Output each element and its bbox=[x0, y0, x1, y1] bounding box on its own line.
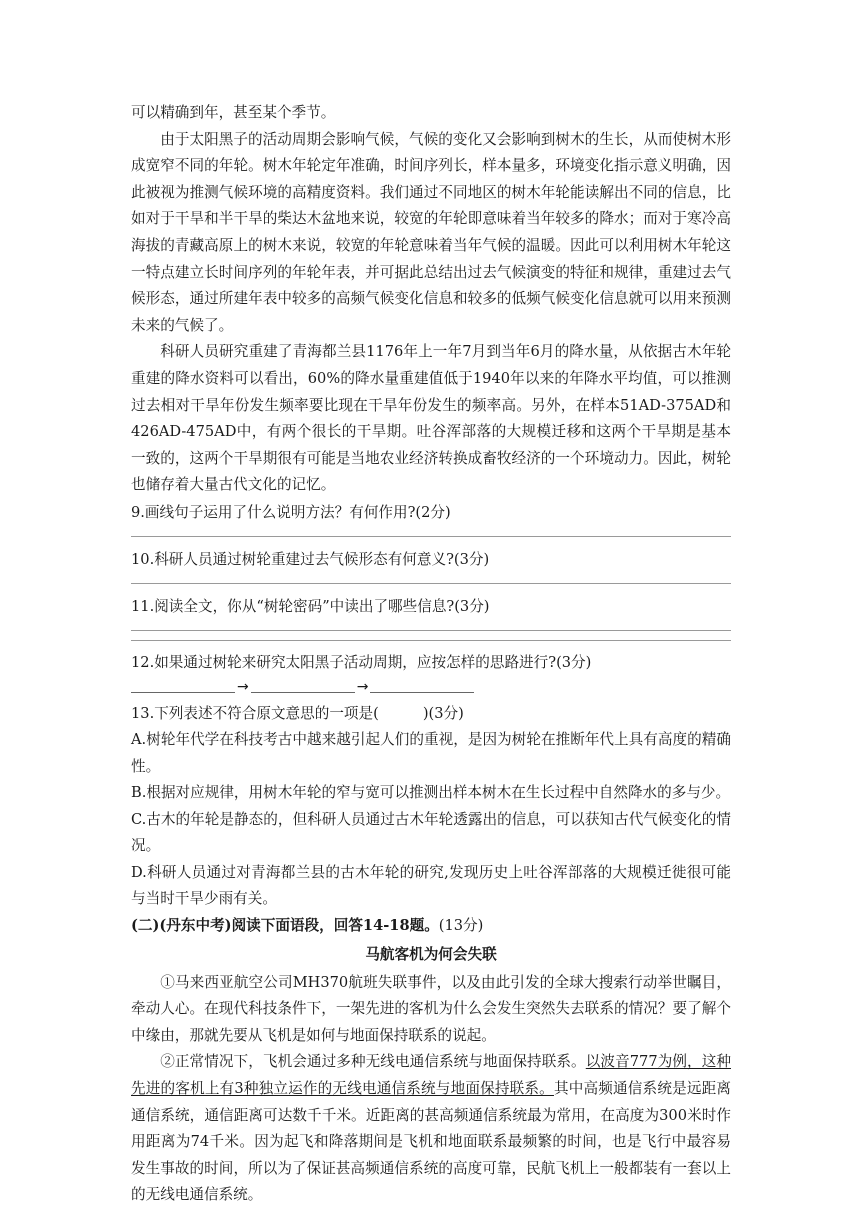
answer-line-9[interactable] bbox=[131, 536, 731, 537]
arrow-right-icon: → bbox=[237, 678, 249, 695]
arrow-right-icon: → bbox=[356, 678, 369, 695]
answer-line-11b[interactable] bbox=[131, 640, 731, 641]
article-p2-start: ②正常情况下，飞机会通过多种无线电通信系统与地面保持联系。 bbox=[160, 1053, 586, 1071]
question-9: 9.画线句子运用了什么说明方法？有何作用?(2分) bbox=[131, 503, 451, 521]
section-2-score: (13分) bbox=[438, 917, 484, 935]
chain-blank-1[interactable] bbox=[131, 680, 235, 693]
question-13-score: )(3分) bbox=[422, 704, 464, 722]
underlined-sentence: 以波音777为例，这种先进的客机上有3种独立运作的无线电通信系统与地面保持联系。 bbox=[131, 1053, 731, 1098]
option-c: C.古木的年轮是静态的，但科研人员通过古木年轮透露出的信息，可以获知古代气候变化的情况。 bbox=[131, 810, 731, 855]
answer-line-10[interactable] bbox=[131, 583, 731, 584]
article-title: 马航客机为何会失联 bbox=[365, 945, 497, 963]
option-a: A.树轮年代学在科技考古中越来越引起人们的重视，是因为树轮在推断年代上具有高度的精确性。 bbox=[131, 730, 731, 775]
answer-line-11a[interactable] bbox=[131, 630, 731, 631]
question-13-text: 13.下列表述不符合原文意思的一项是( bbox=[131, 704, 379, 722]
paragraph-dulan-research: 科研人员研究重建了青海都兰县1176年上一年7月到当年6月的降水量，从依据古木年轮重建的降水资料可以看出，60%的降水量重建值低于1940年以来的年降水平均值，可以推测过去相对干旱年份发生频率要比现在干旱年份发生的频率高。另外，在样本51AD-375AD和426AD-475AD中，有两个很长的干旱期。吐谷浑部落的大规模迁移和这两个干旱期是基本一致的，这两个干旱期很有可能是当地农业经济转换成畜牧经济的一个环境动力。因此，树轮也储存着大量古代文化的记忆。 bbox=[131, 343, 731, 494]
answer-chain-12 bbox=[131, 676, 731, 698]
article-paragraph-1: ①马来西亚航空公司MH370航班失联事件，以及由此引发的全球大搜索行动举世瞩目，牵动人心。在现代科技条件下，一架先进的客机为什么会发生突然失去联系的情况？要了解个中缘由，那就先要从飞机是如何与地面保持联系的说起。 bbox=[131, 973, 731, 1044]
chain-blank-2[interactable] bbox=[251, 680, 355, 693]
document-content bbox=[131, 100, 731, 1209]
paragraph-continuation: 可以精确到年，甚至某个季节。 bbox=[131, 104, 336, 121]
paragraph-sunspot-tree-rings: 由于太阳黑子的活动周期会影响气候，气候的变化又会影响到树木的生长，从而使树木形成宽窄不同的年轮。树木年轮定年准确，时间序列长，样本量多，环境变化指示意义明确，因此被视为推测气候环境的高精度资料。我们通过不同地区的树木年轮能读解出不同的信息，比如对于干旱和半干旱的柴达木盆地来说，较宽的年轮即意味着当年较多的降水；而对于寒冷高海拔的青藏高原上的树木来说，较宽的年轮意味着当年气候的温暖。因此可以利用树木年轮这一特点建立长时间序列的年轮年表，并可据此总结出过去气候演变的特征和规律，重建过去气候形态，通过所建年表中较多的高频气候变化信息和较多的低频气候变化信息就可以用来预测未来的气候了。 bbox=[131, 130, 731, 334]
section-2-heading bbox=[131, 913, 731, 940]
article-paragraph-2 bbox=[131, 1049, 731, 1209]
article-p2-rest: 其中高频通信系统是远距离通信系统，通信距离可达数千千米。近距离的甚高频通信系统最为常用，在高度为300米时作用距离为74千米。因为起飞和降落期间是飞机和地面联系最频繁的时间，也是飞行中最容易发生事故的时间，所以为了保证甚高频通信系统的高度可靠，民航飞机上一般都装有一套以上的无线电通信系统。 bbox=[131, 1080, 731, 1204]
option-b: B.根据对应规律，用树木年轮的窄与宽可以推测出样本树木在生长过程中自然降水的多与少。 bbox=[131, 784, 731, 802]
chain-blank-3[interactable] bbox=[370, 680, 474, 693]
question-11: 11.阅读全文，你从“树轮密码”中读出了哪些信息?(3分) bbox=[131, 597, 490, 615]
question-12: 12.如果通过树轮来研究太阳黑子活动周期，应按怎样的思路进行?(3分) bbox=[131, 653, 592, 671]
option-d: D.科研人员通过对青海都兰县的古木年轮的研究,发现历史上吐谷浑部落的大规模迁徙很可能与当时干旱少雨有关。 bbox=[131, 863, 731, 908]
question-13 bbox=[131, 700, 731, 727]
section-2-instruction: (二)(丹东中考)阅读下面语段，回答14-18题。 bbox=[131, 917, 439, 935]
question-10: 10.科研人员通过树轮重建过去气候形态有何意义?(3分) bbox=[131, 550, 490, 568]
